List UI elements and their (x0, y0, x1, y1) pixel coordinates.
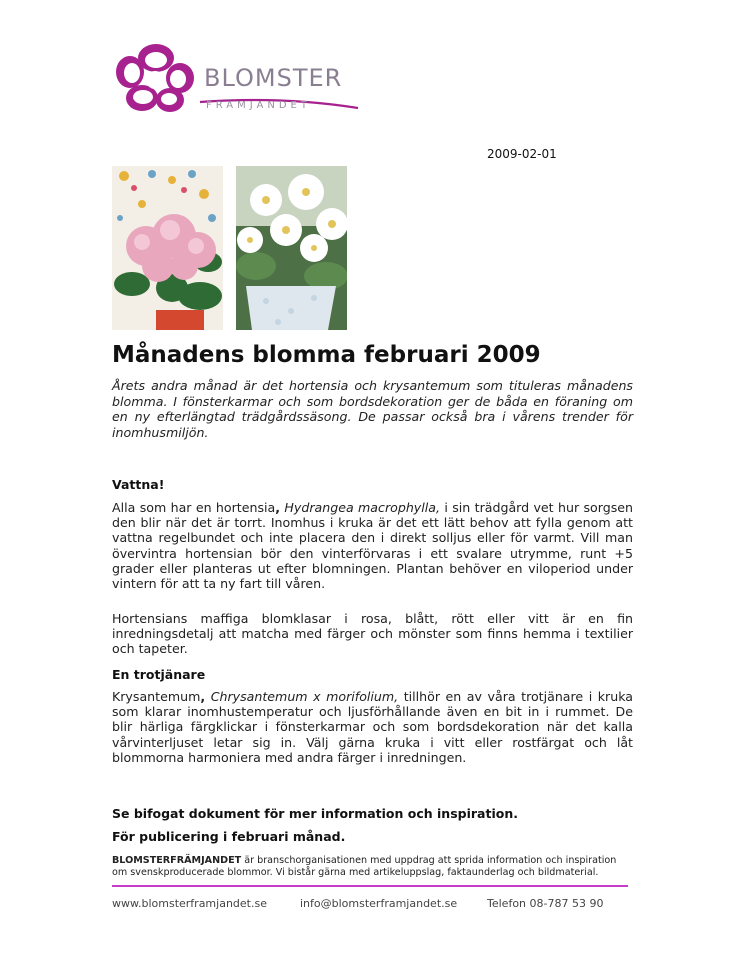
body-text: i sin trädgård vet hur sorgsen den blir när det är torrt. Inomhus i kruka är det ett lätt behov att fylla genom att vattna regelbundet och inte placera den i direkt solljus eller för varmt. Vill man övervintra hortensian bör den vinterförvaras i ett svalare utrymme, runt +5 grader eller planteras ut efter blomningen. Plantan behöver en viloperiod under vintern för att ta ny fart till våren. (112, 500, 634, 592)
body-text: Alla som har en hortensia (112, 500, 276, 515)
body-comma: , (275, 500, 281, 515)
footer-website-link[interactable]: www.blomsterframjandet.se (112, 897, 267, 910)
footer-email-link[interactable]: info@blomsterframjandet.se (300, 897, 458, 910)
logo-wordmark: BLOMSTER (204, 64, 343, 92)
section-heading-trotjanare: En trotjänare (112, 667, 206, 682)
hortensia-photo (112, 166, 223, 330)
logo-subtitle: FRÄMJANDET (206, 100, 311, 111)
body-comma: , (200, 689, 206, 704)
krysantemum-photo (236, 166, 347, 330)
section-heading-vattna: Vattna! (112, 477, 165, 492)
publication-note: För publicering i februari månad. (112, 829, 346, 844)
organisation-note (112, 855, 632, 879)
latin-name: Chrysantemum x morifolium, (205, 689, 399, 704)
footer-phone: Telefon 08-787 53 90 (487, 897, 604, 910)
page-title: Månadens blomma februari 2009 (112, 342, 541, 368)
krysantemum-paragraph (112, 689, 633, 765)
lead-paragraph: Årets andra månad är det hortensia och krysantemum som tituleras månadens blomma. I fönsterkarmar och som bordsdekoration ger de båda en föraning om en ny efterlängtad trädgårdssäsong. De passar också bra i vårens trender för inomhusmiljön. (112, 378, 633, 440)
latin-name: Hydrangea macrophylla, (280, 500, 440, 515)
attachment-note: Se bifogat dokument för mer information och inspiration. (112, 806, 518, 821)
body-text: Krysantemum (112, 689, 201, 704)
hortensia-paragraph (112, 500, 633, 591)
body-text: tillhör en av våra trotjänare i kruka som klarar inomhustemperatur och ljusförhållande även en bit in i rummet. De blir härliga färgklickar i fönsterkarmar och som bordsdekoration när det kalla vårvinterljuset letar sig in. Välj gärna kruka i vitt eller rostfärgat och låt blommorna harmoniera med andra färger i inredningen. (112, 689, 634, 765)
document-date: 2009-02-01 (487, 147, 557, 161)
organisation-name: BLOMSTERFRÄMJANDET (112, 855, 242, 866)
organisation-description: är branschorganisationen med uppdrag att sprida information och inspiration om svenskproducerade blommor. Vi bistår gärna med artikeluppslag, faktaunderlag och bildmaterial. (112, 855, 617, 878)
footer-divider (112, 885, 628, 887)
hortensia-paragraph-2: Hortensians maffiga blomklasar i rosa, blått, rött eller vitt är en fin inredningsdetalj att matcha med färger och mönster som finns hemma i textilier och tapeter. (112, 611, 633, 657)
